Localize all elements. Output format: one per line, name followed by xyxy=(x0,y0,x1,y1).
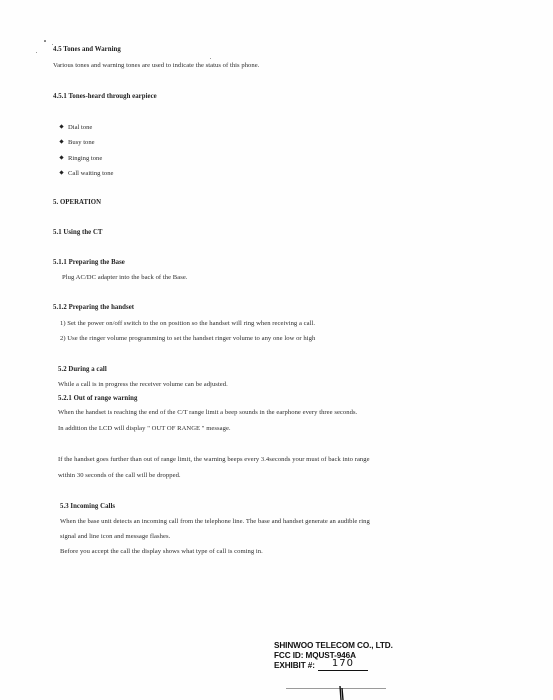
exhibit-row xyxy=(274,658,393,671)
section-5-3-title: 5.3 Incoming Calls xyxy=(60,503,116,510)
section-5-2-1-para-2-line-1: If the handset goes further than out of range limit, the warning beeps every 3.4seconds your must of back into range xyxy=(58,456,370,463)
section-5-3-line-2: signal and line icon and message flashes. xyxy=(60,533,171,540)
company-name: SHINWOO TELECOM CO., LTD. xyxy=(274,641,393,650)
section-5-1-2-step-2: 2) Use the ringer volume programming to set the handset ringer volume to any one low or high xyxy=(60,335,316,342)
tone-list-item xyxy=(60,124,92,132)
tone-label: Call waiting tone xyxy=(68,170,114,177)
scan-speck xyxy=(44,40,46,42)
section-5-2-1-title: 5.2.1 Out of range warning xyxy=(58,395,138,402)
exhibit-number-field xyxy=(318,658,368,671)
scan-speck xyxy=(52,44,53,45)
tone-list-item xyxy=(60,139,95,147)
scan-speck xyxy=(210,58,211,59)
bullet-icon xyxy=(59,170,63,174)
section-5-1-2-step-1: 1) Set the power on/off switch to the on position so the handset will ring when receiving a call. xyxy=(60,320,316,327)
section-5-1-title: 5.1 Using the CT xyxy=(53,229,103,236)
scan-mark-icon xyxy=(338,686,345,700)
section-5-title: 5. OPERATION xyxy=(53,199,102,206)
bullet-icon xyxy=(59,139,63,143)
bullet-icon xyxy=(59,155,63,159)
section-5-2-1-para-2-line-2: within 30 seconds of the call will be dropped. xyxy=(58,472,181,479)
section-5-2-1-line-2: In addition the LCD will display " OUT OF RANGE " message. xyxy=(58,425,231,432)
tone-label: Ringing tone xyxy=(68,155,103,162)
section-5-3-line-1: When the base unit detects an incoming call from the telephone line. The base and handset generate an audible ring xyxy=(60,518,370,525)
section-5-3-line-3: Before you accept the call the display shows what type of call is coming in. xyxy=(60,548,263,555)
exhibit-stamp xyxy=(274,641,393,671)
section-5-2-body: While a call is in progress the receiver volume can be adjusted. xyxy=(58,381,228,388)
section-4-5-body: Various tones and warning tones are used to indicate the status of this phone. xyxy=(53,62,260,69)
section-5-2-1-line-1: When the handset is reaching the end of the C/T range limit a beep sounds in the earphone every three seconds. xyxy=(58,409,358,416)
fcc-id: FCC ID: MQUST-946A xyxy=(274,651,356,660)
section-4-5-title: 4.5 Tones and Warning xyxy=(53,46,121,53)
section-5-2-title: 5.2 During a call xyxy=(58,366,107,373)
bullet-icon xyxy=(59,124,63,128)
scan-speck xyxy=(36,52,37,53)
section-4-5-1-title: 4.5.1 Tones-heard through earpiece xyxy=(53,93,157,100)
tone-label: Dial tone xyxy=(68,124,93,131)
section-5-1-1-body: Plug AC/DC adapter into the back of the Base. xyxy=(62,274,188,281)
section-5-1-2-title: 5.1.2 Preparing the handset xyxy=(53,304,135,311)
tone-list-item xyxy=(60,170,113,178)
tone-list-item xyxy=(60,155,102,163)
bottom-divider xyxy=(286,688,386,689)
exhibit-label: EXHIBIT #: xyxy=(274,661,315,670)
exhibit-number: 170 xyxy=(331,658,354,669)
tone-label: Busy tone xyxy=(68,139,95,146)
section-5-1-1-title: 5.1.1 Preparing the Base xyxy=(53,259,125,266)
